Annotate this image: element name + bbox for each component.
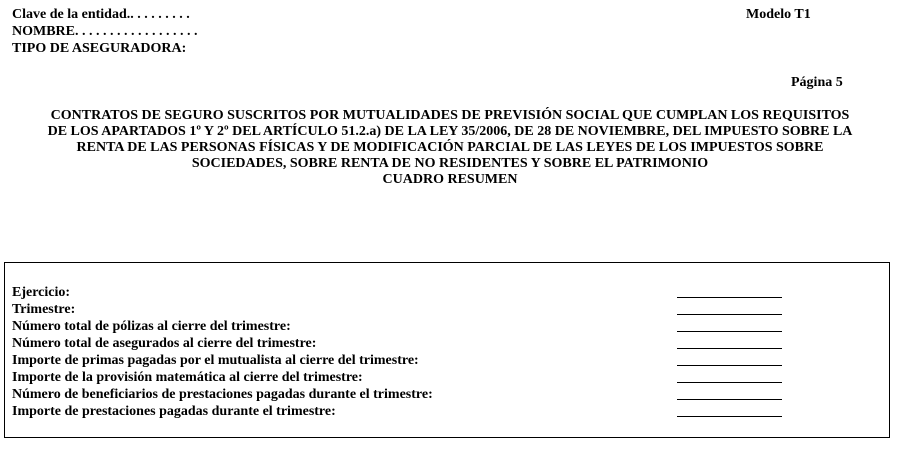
field-row-total-insured (12, 335, 882, 352)
field-row-mathematical-provision (12, 369, 882, 386)
field-label: Número total de pólizas al cierre del trimestre: (12, 319, 291, 334)
field-row-fiscal-year (12, 284, 882, 301)
fiscal-year-field[interactable] (677, 297, 782, 298)
field-row-beneficiaries (12, 386, 882, 403)
field-row-total-policies (12, 318, 882, 335)
beneficiaries-field[interactable] (677, 399, 782, 400)
field-label: Importe de la provisión matemática al cierre del trimestre: (12, 370, 363, 385)
field-row-benefits-paid (12, 403, 882, 420)
total-policies-field[interactable] (677, 331, 782, 332)
entity-key-label: Clave de la entidad.. . . . . . . . . (12, 7, 190, 22)
field-row-quarter (12, 301, 882, 318)
insurer-type-label: TIPO DE ASEGURADORA: (12, 41, 187, 56)
title-line: CONTRATOS DE SEGURO SUSCRITOS POR MUTUALIDADES DE PREVISIÓN SOCIAL QUE CUMPLAN LOS REQUISITOS (50, 108, 850, 123)
title-line: DE LOS APARTADOS 1º Y 2º DEL ARTÍCULO 51.2.a) DE LA LEY 35/2006, DE 28 DE NOVIEMBRE, DEL IMPUESTO SOBRE LA (47, 124, 853, 139)
title-line: CUADRO RESUMEN (382, 172, 518, 187)
field-label: Número total de asegurados al cierre del trimestre: (12, 336, 317, 351)
benefits-paid-field[interactable] (677, 416, 782, 417)
field-label: Número de beneficiarios de prestaciones pagadas durante el trimestre: (12, 387, 433, 402)
document-title (8, 108, 892, 188)
title-line: RENTA DE LAS PERSONAS FÍSICAS Y DE MODIFICACIÓN PARCIAL DE LAS LEYES DE LOS IMPUESTOS SOBRE (76, 140, 824, 155)
quarter-field[interactable] (677, 314, 782, 315)
entity-name-label: NOMBRE. . . . . . . . . . . . . . . . . . (12, 24, 198, 39)
field-label: Importe de primas pagadas por el mutualista al cierre del trimestre: (12, 353, 419, 368)
field-label: Importe de prestaciones pagadas durante el trimestre: (12, 404, 336, 419)
title-line: SOCIEDADES, SOBRE RENTA DE NO RESIDENTES Y SOBRE EL PATRIMONIO (191, 156, 709, 171)
summary-field-list (12, 284, 882, 420)
field-label: Ejercicio: (12, 285, 71, 300)
mathematical-provision-field[interactable] (677, 382, 782, 383)
entity-header (12, 6, 198, 57)
summary-box (4, 262, 890, 438)
page-number: Página 5 (791, 75, 843, 90)
field-row-premiums-paid (12, 352, 882, 369)
premiums-paid-field[interactable] (677, 365, 782, 366)
model-label: Modelo T1 (746, 7, 811, 22)
total-insured-field[interactable] (677, 348, 782, 349)
field-label: Trimestre: (12, 302, 76, 317)
